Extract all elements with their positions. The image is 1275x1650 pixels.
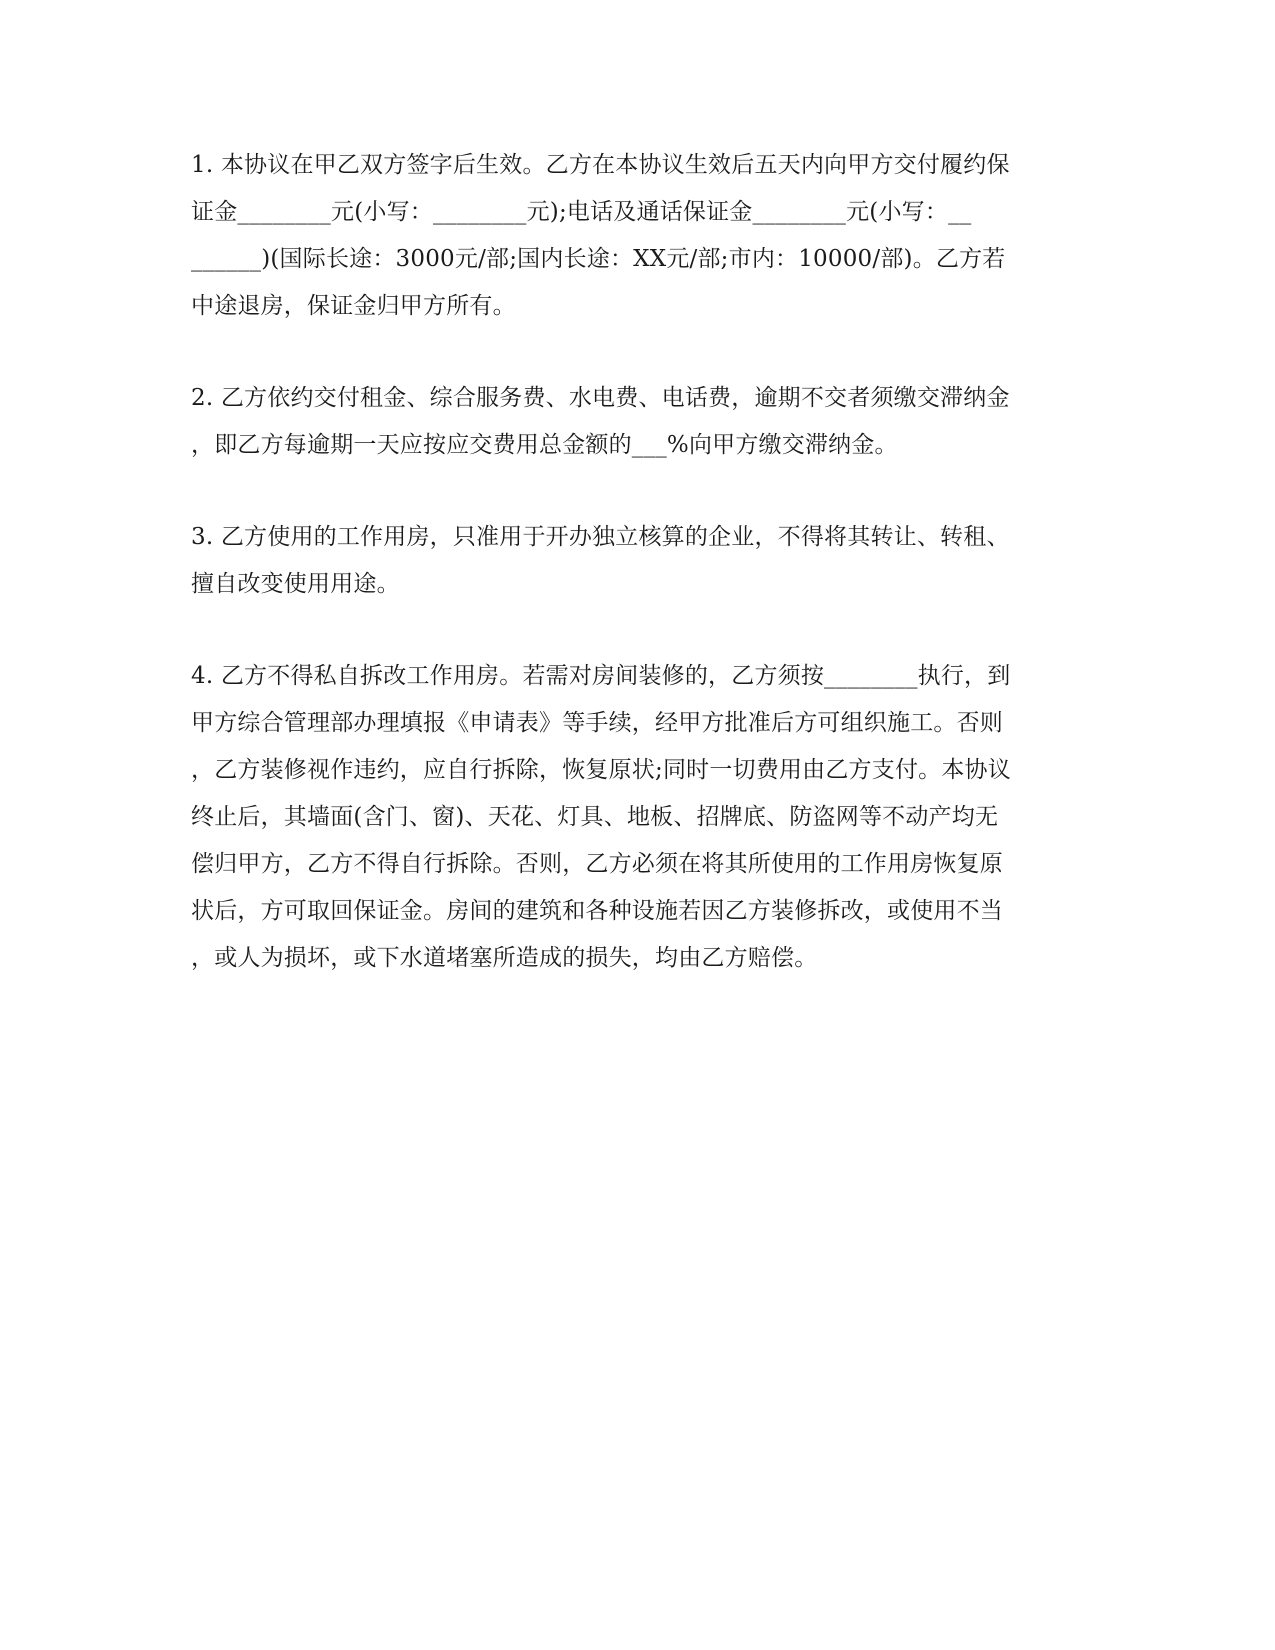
clause-4-line-1: 4. 乙方不得私自拆改工作用房。若需对房间装修的，乙方须按________执行，到: [191, 663, 1011, 689]
clause-3-line-1: 3. 乙方使用的工作用房，只准用于开办独立核算的企业，不得将其转让、转租、: [191, 524, 1010, 550]
clause-1-line-2: 证金________元(小写：________元);电话及通话保证金________元(小写：__: [191, 199, 972, 225]
clause-4-line-4: 终止后，其墙面(含门、窗)、天花、灯具、地板、招牌底、防盗网等不动产均无: [191, 804, 999, 830]
clause-2-line-1: 2. 乙方依约交付租金、综合服务费、水电费、电话费，逾期不交者须缴交滞纳金: [191, 385, 1010, 411]
clause-4-line-3: ，乙方装修视作违约，应自行拆除，恢复原状;同时一切费用由乙方支付。本协议: [191, 757, 1011, 783]
clause-4-line-6: 状后，方可取回保证金。房间的建筑和各种设施若因乙方装修拆改，或使用不当: [191, 898, 1003, 924]
clause-4-line-2: 甲方综合管理部办理填报《申请表》等手续，经甲方批准后方可组织施工。否则: [191, 710, 1003, 736]
clause-1-line-1: 1. 本协议在甲乙双方签字后生效。乙方在本协议生效后五天内向甲方交付履约保: [191, 152, 1010, 178]
clause-1-line-4: 中途退房，保证金归甲方所有。: [191, 293, 516, 319]
clause-4-line-5: 偿归甲方，乙方不得自行拆除。否则，乙方必须在将其所使用的工作用房恢复原: [191, 851, 1003, 877]
clause-3-line-2: 擅自改变使用用途。: [191, 571, 400, 597]
clause-4-line-7: ，或人为损坏，或下水道堵塞所造成的损失，均由乙方赔偿。: [191, 945, 818, 971]
clause-1-line-3: ______)(国际长途：3000元/部;国内长途：XX元/部;市内：10000/部)。乙方若: [191, 246, 1006, 272]
clause-2-line-2: ，即乙方每逾期一天应按应交费用总金额的___%向甲方缴交滞纳金。: [191, 432, 898, 458]
